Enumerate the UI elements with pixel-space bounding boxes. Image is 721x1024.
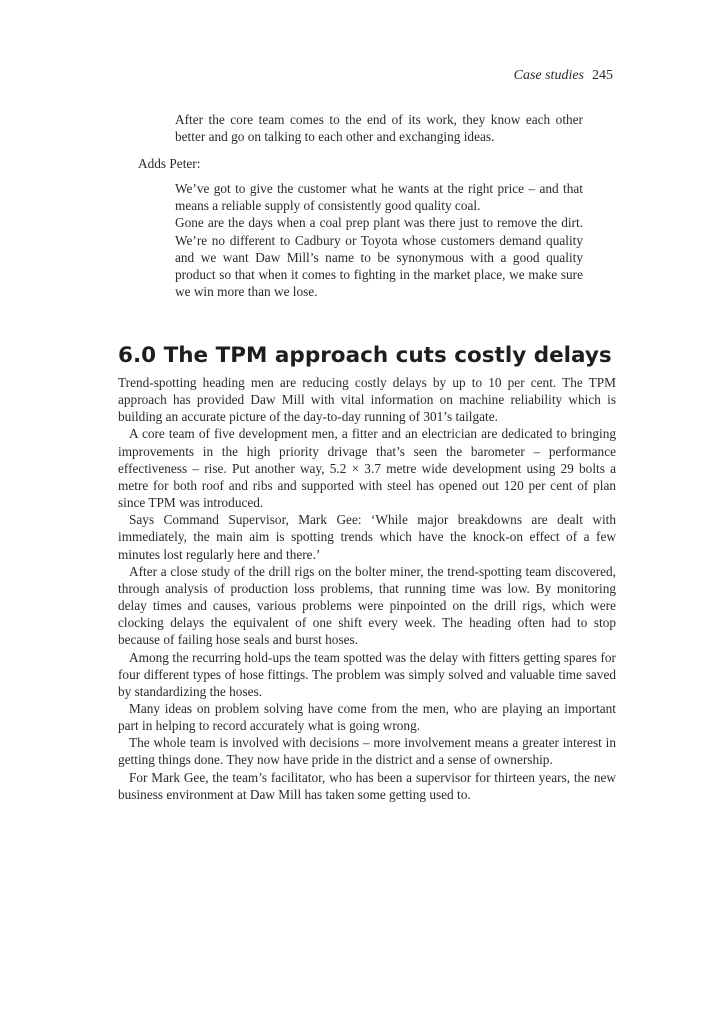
running-head-title: Case studies	[513, 68, 584, 83]
body-paragraph: The whole team is involved with decisions – more involvement means a greater interest in getting things done. They now have pride in the district and a sense of ownership.	[118, 735, 616, 768]
quote-paragraph: We’ve got to give the customer what he wants at the right price – and that means a reliable supply of consistently good quality coal.	[175, 181, 583, 214]
body-paragraph: Says Command Supervisor, Mark Gee: ‘While major breakdowns are dealt with immediately, the main aim is spotting trends which have the knock-on effect of a few minutes lost regularly here and there.’	[118, 512, 616, 562]
section-heading: 6.0 The TPM approach cuts costly delays	[118, 343, 612, 368]
body-paragraph: A core team of five development men, a fitter and an electrician are dedicated to bringing improvements in the high priority drivage that’s seen the barometer – performance effectiveness – rise. Put another way, 5.2 × 3.7 metre wide development using 29 bolts a metre for both roof and ribs and supported with steel has opened out 120 per cent of plan since TPM was introduced.	[118, 426, 616, 511]
body-paragraph: For Mark Gee, the team’s facilitator, who has been a supervisor for thirteen years, the new business environment at Daw Mill has taken some getting used to.	[118, 769, 616, 802]
running-head	[514, 67, 613, 85]
block-quote-peter	[175, 180, 583, 300]
block-quote-core-team	[175, 111, 583, 145]
body-paragraph: Among the recurring hold-ups the team spotted was the delay with fitters getting spares for four different types of hose fittings. The problem was simply solved and valuable time saved by standardizing the hoses.	[118, 649, 616, 699]
body-paragraph: After a close study of the drill rigs on the bolter miner, the trend-spotting team discovered, through analysis of production loss problems, that running time was low. By monitoring delay times and causes, various problems were pinpointed on the drill rigs, which were clocking delays the equivalent of one shift every week. The heading often had to stop because of failing hose seals and burst hoses.	[118, 563, 616, 648]
quote-attribution: Adds Peter:	[138, 156, 201, 171]
body-paragraph: Trend-spotting heading men are reducing costly delays by up to 10 per cent. The TPM approach has provided Daw Mill with vital information on machine reliability which is building an accurate picture of the day-to-day running of 301’s tailgate.	[118, 375, 616, 425]
quote-paragraph: After the core team comes to the end of its work, they know each other better and go on talking to each other and exchanging ideas.	[175, 112, 583, 145]
body-paragraph: Many ideas on problem solving have come from the men, who are playing an important part in helping to record accurately what is going wrong.	[118, 700, 616, 734]
page-number: 245	[592, 68, 613, 83]
quote-paragraph: Gone are the days when a coal prep plant was there just to remove the dirt. We’re no different to Cadbury or Toyota whose customers demand quality and we want Daw Mill’s name to be synonymous with a good quality product so that when it comes to fighting in the market place, we make sure we win more than we lose.	[175, 215, 583, 300]
section-body	[118, 374, 616, 803]
